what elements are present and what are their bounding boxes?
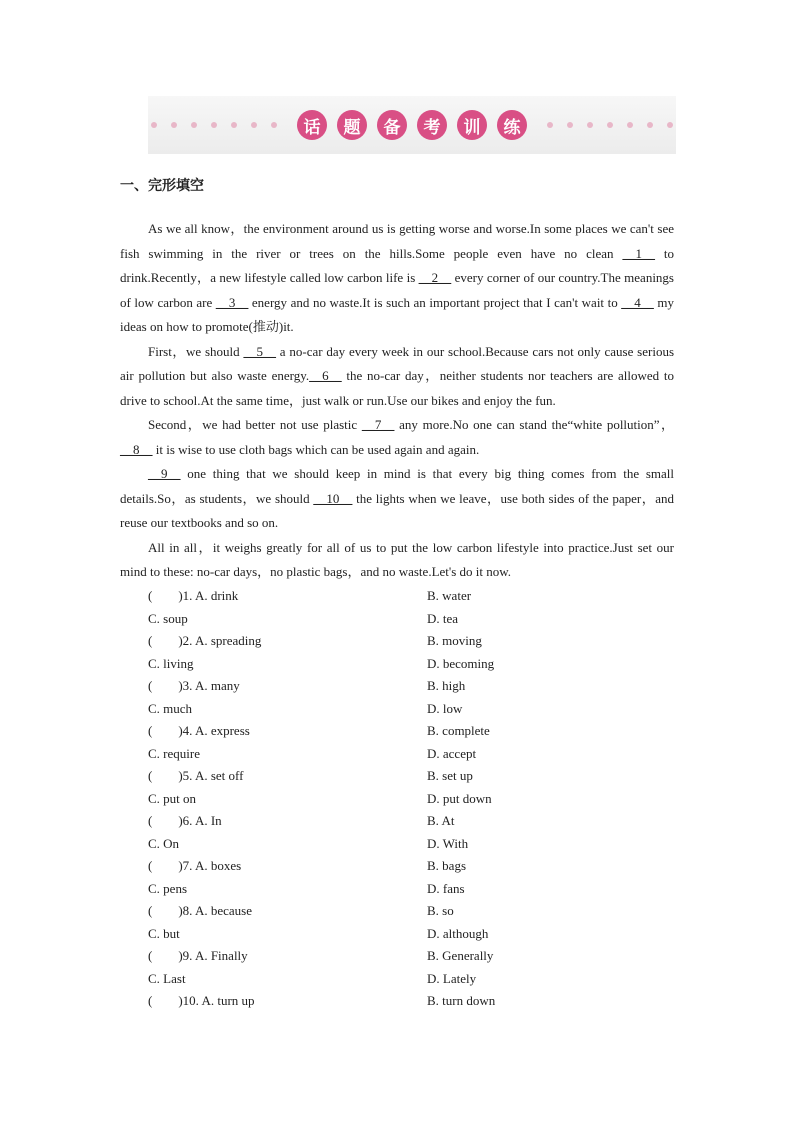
topic-banner bbox=[148, 96, 676, 154]
passage-text: First，we should bbox=[148, 343, 244, 359]
dot-icon bbox=[191, 122, 197, 128]
option-row bbox=[148, 990, 678, 1013]
dot-icon bbox=[171, 122, 177, 128]
passage-text: As we all know，the environment around us is getting worse and worse.In some places we can't see fish swimming in the river or trees on the hills.Some people even have no clean bbox=[120, 221, 674, 261]
option-row bbox=[148, 788, 678, 811]
dot-icon bbox=[271, 122, 277, 128]
blank-6: __6__ bbox=[309, 368, 342, 383]
option-right: B. At bbox=[427, 813, 455, 828]
option-row bbox=[148, 923, 678, 946]
dot-icon bbox=[547, 122, 553, 128]
blank-2: __2__ bbox=[418, 270, 452, 285]
option-right: B. high bbox=[427, 678, 466, 693]
blank-1: __1__ bbox=[622, 245, 655, 261]
banner-char: 练 bbox=[497, 110, 527, 140]
option-row bbox=[148, 698, 678, 721]
option-right: B. so bbox=[427, 903, 454, 918]
option-left: C. much bbox=[148, 700, 193, 716]
dot-icon bbox=[211, 122, 217, 128]
blank-9: __9__ bbox=[148, 466, 181, 481]
option-left: ( )2. A. spreading bbox=[148, 633, 262, 648]
option-left: ( )5. A. set off bbox=[148, 768, 244, 783]
option-row bbox=[148, 720, 678, 743]
banner-char: 题 bbox=[337, 110, 367, 140]
option-row bbox=[148, 833, 678, 856]
passage-text: it is wise to use cloth bags which can be used again and again. bbox=[152, 441, 480, 457]
banner-char: 训 bbox=[457, 110, 487, 140]
banner-char: 话 bbox=[297, 110, 327, 140]
option-row bbox=[148, 855, 678, 878]
dot-icon bbox=[607, 122, 613, 128]
option-left: ( )6. A. In bbox=[148, 813, 222, 828]
option-right: D. Lately bbox=[427, 970, 477, 986]
option-right: D. low bbox=[427, 700, 463, 716]
paragraph-3 bbox=[120, 413, 674, 462]
paragraph-2 bbox=[120, 340, 674, 414]
banner-char: 备 bbox=[377, 110, 407, 140]
option-left: ( )10. A. turn up bbox=[148, 993, 255, 1008]
dot-icon bbox=[151, 122, 157, 128]
option-left: C. On bbox=[148, 835, 180, 851]
dot-icon bbox=[587, 122, 593, 128]
option-left: C. pens bbox=[148, 880, 187, 896]
option-left: ( )1. A. drink bbox=[148, 588, 239, 603]
passage-text: a no-car day every week in our school.Because cars not only cause serious air pollution but also waste energy. bbox=[120, 343, 675, 383]
blank-4: __4__ bbox=[621, 294, 654, 310]
cloze-passage bbox=[120, 217, 674, 585]
paragraph-4 bbox=[120, 462, 674, 536]
passage-text: energy and no waste.It is such an important project that I can't wait to bbox=[248, 294, 622, 310]
dot-icon bbox=[251, 122, 257, 128]
option-left: C. Last bbox=[148, 970, 186, 986]
option-row bbox=[148, 945, 678, 968]
passage-text: All in all，it weighs greatly for all of us to put the low carbon lifestyle into practice.Just set our mind to these: no-car days，no plastic bags，and no waste.Let's do it now. bbox=[120, 539, 674, 579]
option-right: B. water bbox=[427, 588, 472, 603]
paragraph-1 bbox=[120, 217, 674, 340]
passage-text: the lights when we leave，use both sides of the paper，and reuse our textbooks and so on. bbox=[120, 490, 674, 530]
option-left: C. require bbox=[148, 745, 200, 761]
option-right: D. becoming bbox=[427, 655, 495, 671]
option-right: D. put down bbox=[427, 790, 492, 806]
option-right: D. tea bbox=[427, 610, 459, 626]
option-right: D. With bbox=[427, 835, 469, 851]
blank-5: __5__ bbox=[243, 343, 276, 359]
option-row bbox=[148, 608, 678, 631]
banner-title bbox=[292, 110, 532, 140]
option-left: ( )3. A. many bbox=[148, 678, 240, 693]
dot-icon bbox=[647, 122, 653, 128]
paragraph-5 bbox=[120, 536, 674, 585]
option-left: C. put on bbox=[148, 790, 197, 806]
banner-char: 考 bbox=[417, 110, 447, 140]
option-left: ( )9. A. Finally bbox=[148, 948, 248, 963]
passage-text: one thing that we should keep in mind is that every big thing comes from the small details.So，as students，we should bbox=[120, 466, 674, 506]
dot-icon bbox=[567, 122, 573, 128]
option-left: ( )8. A. because bbox=[148, 903, 252, 918]
option-right: D. fans bbox=[427, 880, 465, 896]
blank-3: __3__ bbox=[215, 294, 249, 310]
option-right: B. moving bbox=[427, 633, 482, 648]
option-row bbox=[148, 585, 678, 608]
option-left: C. but bbox=[148, 925, 180, 941]
answer-options bbox=[148, 585, 678, 1013]
passage-text: to drink.Recently，a new lifestyle called low carbon life is bbox=[120, 245, 674, 285]
option-right: B. bags bbox=[427, 858, 466, 873]
dot-icon bbox=[667, 122, 673, 128]
option-right: B. Generally bbox=[427, 948, 494, 963]
option-row bbox=[148, 810, 678, 833]
option-left: C. living bbox=[148, 655, 194, 671]
option-left: C. soup bbox=[148, 610, 188, 626]
option-right: B. set up bbox=[427, 768, 473, 783]
option-row bbox=[148, 653, 678, 676]
blank-7: __7__ bbox=[361, 417, 395, 432]
banner-dots-right bbox=[540, 122, 680, 128]
option-row bbox=[148, 900, 678, 923]
dot-icon bbox=[231, 122, 237, 128]
option-row bbox=[148, 878, 678, 901]
option-right: D. accept bbox=[427, 745, 477, 761]
option-left: ( )7. A. boxes bbox=[148, 858, 242, 873]
passage-text: my ideas on how to promote(推动)it. bbox=[120, 294, 674, 334]
section-title: 一、完形填空 bbox=[120, 178, 204, 194]
option-right: D. although bbox=[427, 925, 489, 941]
dot-icon bbox=[627, 122, 633, 128]
option-right: B. complete bbox=[427, 723, 490, 738]
option-right: B. turn down bbox=[427, 993, 496, 1008]
option-row bbox=[148, 743, 678, 766]
option-left: ( )4. A. express bbox=[148, 723, 250, 738]
option-row bbox=[148, 630, 678, 653]
blank-8: __8__ bbox=[120, 441, 153, 457]
option-row bbox=[148, 675, 678, 698]
passage-text: any more.No one can stand the“white pollution”， bbox=[394, 417, 675, 432]
blank-10: __10__ bbox=[313, 490, 353, 506]
passage-text: Second，we had better not use plastic bbox=[148, 417, 362, 432]
passage-text: every corner of our country.The meanings of low carbon are bbox=[120, 270, 674, 310]
banner-dots-left bbox=[144, 122, 284, 128]
passage-text: the no-car day，neither students nor teachers are allowed to drive to school.At the same time，just walk or run.Use our bikes and enjoy the fun. bbox=[120, 368, 674, 408]
option-row bbox=[148, 765, 678, 788]
option-row bbox=[148, 968, 678, 991]
